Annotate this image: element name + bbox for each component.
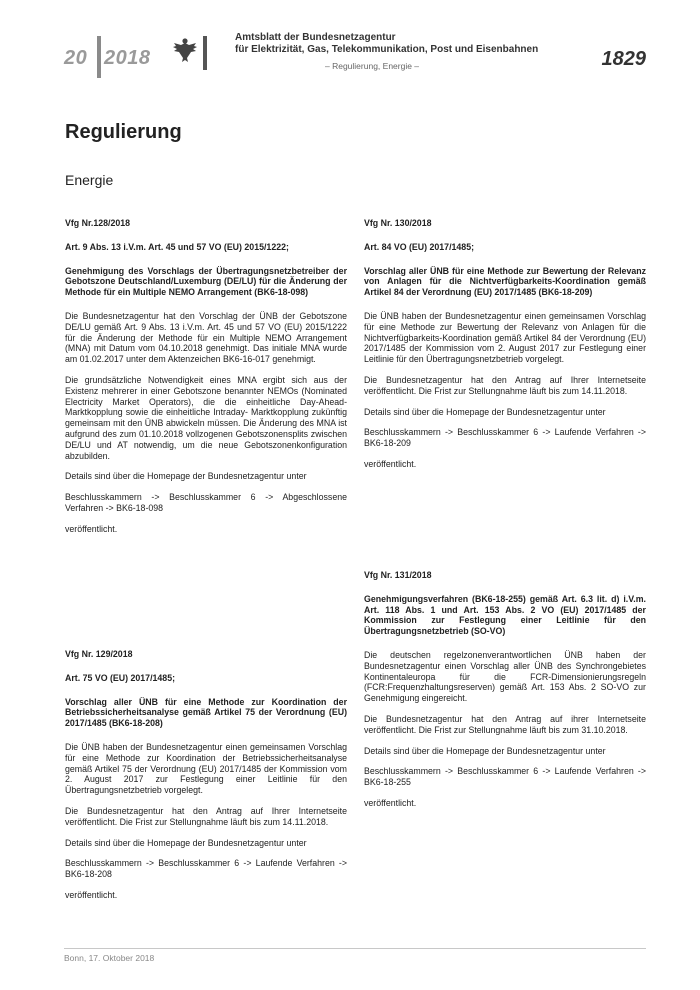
article-path: Beschlusskammern -> Beschlusskammer 6 -> Laufende Verfahren -> BK6-18-209 bbox=[364, 427, 646, 449]
article-legal-basis: Art. 9 Abs. 13 i.V.m. Art. 45 und 57 VO (EU) 2015/1222; bbox=[65, 241, 289, 252]
article-published: veröffentlicht. bbox=[65, 889, 118, 900]
article-heading: Vorschlag aller ÜNB für eine Methode zur Koordination der Betriebssicherheitsanalyse gemäß Artikel 75 der Verordnung (EU) 2017/1485 (BK6-18-208) bbox=[65, 696, 347, 729]
article-legal-basis: Art. 84 VO (EU) 2017/1485; bbox=[364, 241, 475, 252]
federal-eagle-icon bbox=[170, 36, 200, 66]
header-divider bbox=[203, 36, 207, 70]
article-legal-basis: Art. 75 VO (EU) 2017/1485; bbox=[65, 672, 176, 683]
publication-subtitle: – Regulierung, Energie – bbox=[325, 61, 420, 71]
article-paragraph: Die Bundesnetzagentur hat den Antrag auf Ihrer Internetseite veröffentlicht. Die Frist zur Stellungnahme läuft bis zum 14.11.2018. bbox=[364, 374, 646, 396]
issue-divider bbox=[97, 36, 101, 78]
article-details: Details sind über die Homepage der Bundesnetzagentur unter bbox=[65, 837, 307, 848]
article-details: Details sind über die Homepage der Bundesnetzagentur unter bbox=[364, 406, 606, 417]
article-paragraph: Die ÜNB haben der Bundesnetzagentur einen gemeinsamen Vorschlag für eine Methode zur Bewertung der Relevanz von Anlagen für die Nichtverfügbarkeits-Koordination gemäß Artikel 84 der Verordnung (EU) 2017/1485 der Kommission vom 2. August 2017 zur Festlegung einer Leitlinie für den Übertragungsnetzbetrieb vorgelegt. bbox=[364, 310, 646, 365]
article-heading: Vorschlag aller ÜNB für eine Methode zur Bewertung der Relevanz von Anlagen für die Nichtverfügbarkeits-Koordination gemäß Artikel 84 der Verordnung (EU) 2017/1485 (BK6-18-209) bbox=[364, 265, 646, 298]
article-vfg-130 bbox=[364, 218, 646, 480]
article-path: Beschlusskammern -> Beschlusskammer 6 -> Laufende Verfahren -> BK6-18-255 bbox=[364, 766, 646, 788]
article-details: Details sind über die Homepage der Bundesnetzagentur unter bbox=[364, 745, 606, 756]
article-paragraph: Die ÜNB haben der Bundesnetzagentur einen gemeinsamen Vorschlag für eine Methode zur Koordination der Betriebssicherheitsanalyse gemäß Artikel 75 der Verordnung (EU) 2017/1485 der Kommission vom 2. August 2017 zur Festlegung einer Leitlinie für den Übertragungsnetzbetrieb vorgelegt. bbox=[65, 741, 347, 796]
article-paragraph: Die Bundesnetzagentur hat den Vorschlag der ÜNB der Gebotszone DE/LU gemäß Art. 9 Abs. 13 i.V.m. Art. 45 und 57 VO (EU) 2015/1222 für die Änderung der Methode für ein Multiple NEMO Arrangement (MNA) mit Datum vom 04.10.2018 genehmigt. Das initiale MNA wurde am 01.02.2017 unter dem Aktenzeichen BK6-16-017 genehmigt. bbox=[65, 310, 347, 365]
section-subtitle: Energie bbox=[65, 172, 114, 188]
article-heading: Genehmigung des Vorschlags der Übertragungsnetzbetreiber der Gebotszone Deutschland/Luxemburg (DE/LU) für die Änderung der Methode für ein Multiple NEMO Arrangement (BK6-18-098) bbox=[65, 265, 347, 298]
page-number: 1829 bbox=[601, 48, 646, 70]
issue-number: 20 bbox=[64, 47, 88, 69]
publication-title-line1: Amtsblatt der Bundesnetzagentur bbox=[235, 32, 396, 43]
article-paragraph: Die deutschen regelzonenverantwortlichen ÜNB haben der Bundesnetzagentur einen Vorschlag aller ÜNB des Synchrongebietes Kontinentaleuropa für die FCR-Dimensionierungsregeln (FCR:Frequenzhaltungsreserven) gemäß Art. 153 Abs. 2 SO-VO zur Genehmigung eingereicht. bbox=[364, 649, 646, 704]
footer-date: Bonn, 17. Oktober 2018 bbox=[64, 953, 155, 963]
issue-year: 2018 bbox=[104, 47, 151, 69]
article-path: Beschlusskammern -> Beschlusskammer 6 -> Laufende Verfahren -> BK6-18-208 bbox=[65, 858, 347, 880]
article-paragraph: Die grundsätzliche Notwendigkeit eines MNA ergibt sich aus der Existenz mehrerer in einer Gebotszone benannter NEMOs (Nominated Electricity Market Operators), die die einheitliche Day-Ahead-Marktkopplung sowie die einheitliche Intraday- Marktkopplung zukünftig gemeinsam mit den ÜNB abwickeln müssen. Die Änderung des MNA ist aufgrund des zum 01.10.2018 vollzogenen Gebotszonensplits zwischen DE/LU und AT notwendig, um die neue Gebotszonenkonfiguration abzubilden. bbox=[65, 374, 347, 461]
article-paragraph: Die Bundesnetzagentur hat den Antrag auf Ihrer Internetseite veröffentlicht. Die Frist zur Stellungnahme läuft bis zum 14.11.2018. bbox=[65, 805, 347, 827]
article-number: Vfg Nr. 130/2018 bbox=[364, 218, 432, 228]
article-published: veröffentlicht. bbox=[364, 797, 417, 808]
article-paragraph: Die Bundesnetzagentur hat den Antrag auf ihrer Internetseite veröffentlicht. Die Frist zur Stellungnahme läuft bis zum 31.10.2018. bbox=[364, 713, 646, 735]
publication-title bbox=[235, 32, 538, 56]
article-vfg-128 bbox=[65, 218, 347, 545]
article-number: Vfg Nr. 129/2018 bbox=[65, 649, 133, 659]
article-published: veröffentlicht. bbox=[364, 458, 417, 469]
article-number: Vfg Nr.128/2018 bbox=[65, 218, 131, 228]
article-vfg-131 bbox=[364, 570, 646, 819]
publication-title-line2: für Elektrizität, Gas, Telekommunikation, Post und Eisenbahnen bbox=[235, 44, 539, 55]
article-details: Details sind über die Homepage der Bundesnetzagentur unter bbox=[65, 471, 307, 482]
article-heading: Genehmigungsverfahren (BK6-18-255) gemäß Art. 6.3 lit. d) i.V.m. Art. 118 Abs. 1 und Art. 153 Abs. 2 VO (EU) 2017/1485 der Kommission zur Festlegung einer Leitlinie für den Übertragungsnetzbetrieb (SO-VO) bbox=[364, 593, 646, 637]
footer-divider bbox=[64, 948, 646, 949]
section-title: Regulierung bbox=[65, 121, 182, 143]
article-vfg-129 bbox=[65, 649, 347, 911]
article-published: veröffentlicht. bbox=[65, 523, 118, 534]
article-path: Beschlusskammern -> Beschlusskammer 6 -> Abgeschlossene Verfahren -> BK6-18-098 bbox=[65, 492, 347, 513]
article-number: Vfg Nr. 131/2018 bbox=[364, 570, 432, 580]
